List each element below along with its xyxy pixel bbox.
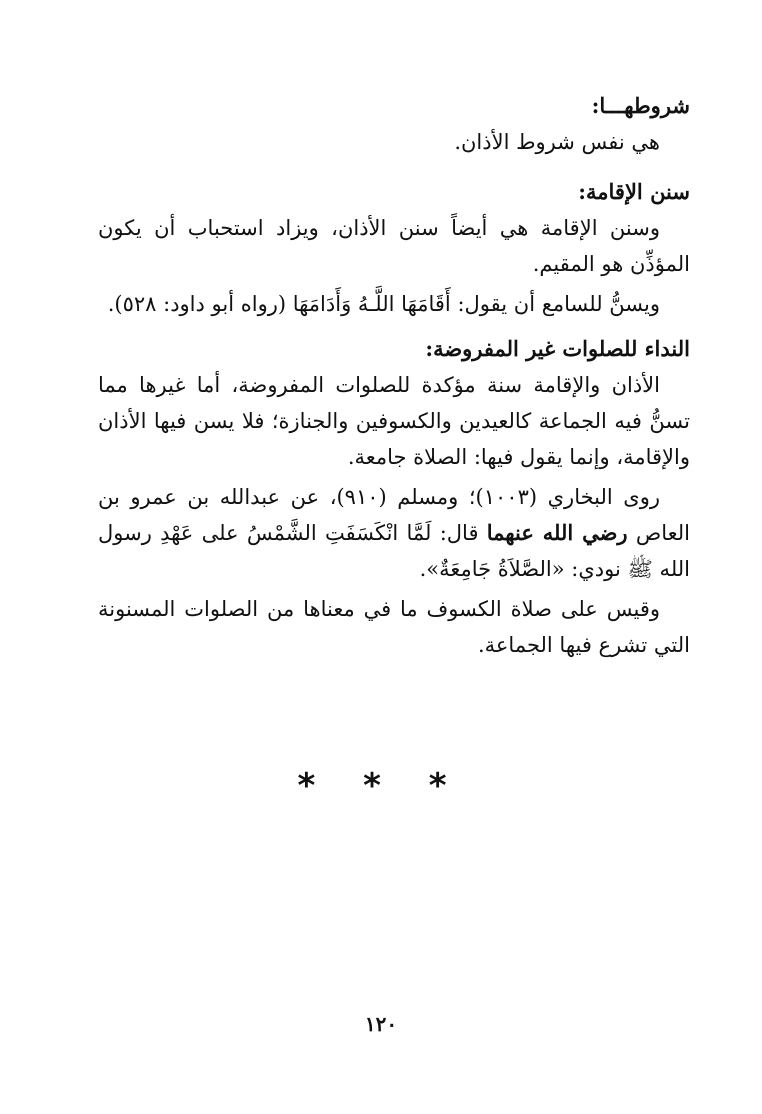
nida-paragraph-1: الأذان والإقامة سنة مؤكدة للصلوات المفروضة، أما غيرها مما تسنُّ فيه الجماعة كالعيدين والكسوفين والجنازة؛ فلا يسن فيها الأذان والإقامة، وإنما يقول فيها: الصلاة جامعة.: [98, 373, 690, 469]
conditions-text: هي نفس شروط الأذان.: [454, 130, 660, 154]
page-content: [98, 88, 690, 663]
spacer: [98, 160, 690, 174]
hadith-honorific: رضي الله عنهما: [486, 520, 628, 545]
hadith-text: قال: لَمَّا انْكَسَفَتِ الشَّمْسُ على عَهْدِ رسول الله ﷺ نودي: «الصَّلاَةُ جَامِعَةٌ».: [98, 521, 690, 581]
hadith-intro: روى البخاري (١٠٠٣)؛ ومسلم (٩١٠)، عن عبدالله بن عمرو بن العاص: [98, 485, 690, 545]
section-separator: * * *: [297, 766, 465, 806]
nida-paragraph-2: [98, 479, 690, 587]
iqama-sunan-paragraph-1: وسنن الإقامة هي أيضاً سنن الأذان، ويزاد استحباب أن يكون المؤذِّن هو المقيم.: [98, 216, 690, 276]
heading-iqama-sunan: سنن الإقامة:: [578, 179, 690, 204]
nida-paragraph-3: وقيس على صلاة الكسوف ما في معناها من الصلوات المسنونة التي تشرع فيها الجماعة.: [98, 597, 690, 657]
spacer: [98, 322, 690, 331]
heading-conditions: شروطهـــا:: [591, 93, 690, 118]
page-number: ١٢٠: [364, 1012, 398, 1036]
heading-nida: النداء للصلوات غير المفروضة:: [425, 336, 690, 361]
iqama-sunan-paragraph-2: ويسنُّ للسامع أن يقول: أَقَامَهَا اللَّـهُ وَأَدَامَهَا (رواه أبو داود: ٥٢٨).: [107, 292, 660, 316]
